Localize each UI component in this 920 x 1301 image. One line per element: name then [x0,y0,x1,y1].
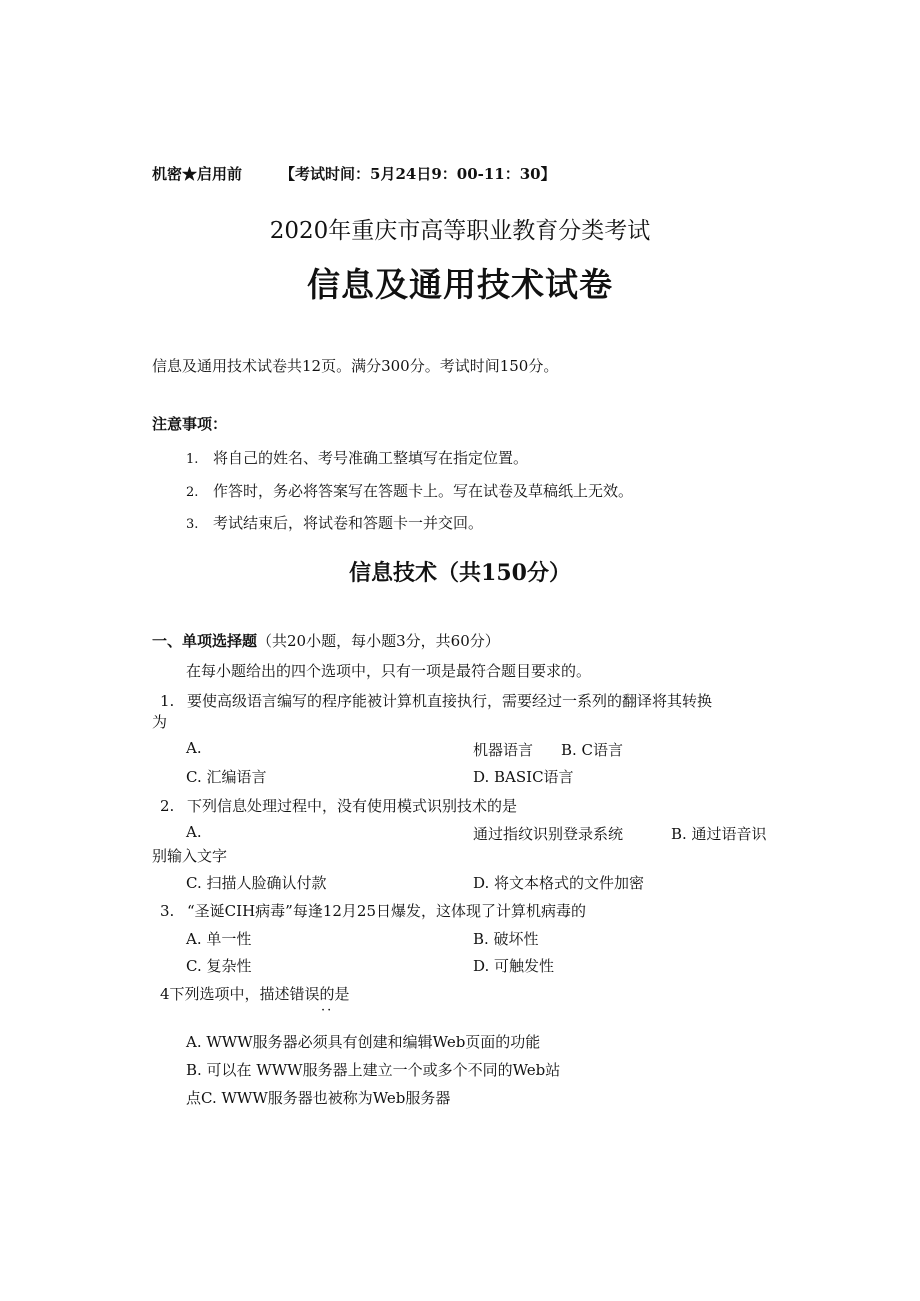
question-stem-text: “圣诞CIH病毒”每逢12月25日爆发，这体现了计算机病毒的 [187,902,586,920]
paper-intro: 信息及通用技术试卷共12页。满分300分。考试时间150分。 [152,357,559,375]
notice-item-number: 3. [186,517,199,532]
option-c: C. 汇编语言 [186,768,267,786]
question-stem-text: 下列信息处理过程中，没有使用模式识别技术的是 [187,797,518,815]
notice-item [186,512,483,533]
question-stem [160,795,517,816]
option-a: A. 单一性 [186,930,252,948]
paper-title: 信息及通用技术试卷 [307,265,613,304]
notice-item-text: 考试结束后，将试卷和答题卡一并交回。 [213,514,484,532]
option-a-label: A. [186,823,202,841]
confidential-label: 机密★启用前 [152,165,243,183]
question-stem-continuation: 为 [152,713,168,731]
part-detail: （共20小题，每小题3分，共60分） [257,632,500,650]
emphasis-marks: ·· [321,1003,334,1018]
option-d: D. 可触发性 [473,957,555,975]
notice-item-text: 将自己的姓名、考号准确工整填写在指定位置。 [213,449,529,467]
option-c: 点C. WWW服务器也被称为Web服务器 [186,1089,451,1107]
question-number: 1. [160,692,175,710]
notice-item [186,447,528,468]
exam-header [152,163,556,184]
question-stem-text: 要使高级语言编写的程序能被计算机直接执行，需要经过一系列的翻译将其转换 [187,692,713,710]
question-stem: 4下列选项中，描述错误的是 [160,985,350,1003]
option-d: D. BASIC语言 [473,768,574,786]
notice-item-number: 2. [186,485,199,500]
option-a: A. WWW服务器必须具有创建和编辑Web页面的功能 [186,1033,541,1051]
exam-title: 2020年重庆市高等职业教育分类考试 [269,218,651,244]
part-label: 一、单项选择题 [152,632,258,650]
option-a-text: 机器语言 [473,741,534,759]
option-a-label: A. [186,739,202,757]
option-a-text: 通过指纹识别登录系统 [473,825,624,843]
option-b: B. 可以在 WWW服务器上建立一个或多个不同的Web站 [186,1061,561,1079]
option-b: B. 破坏性 [473,930,539,948]
question-number: 3. [160,902,175,920]
option-c: C. 扫描人脸确认付款 [186,874,327,892]
section-title: 信息技术（共150分） [349,560,571,586]
part-heading [152,630,500,651]
notice-item-number: 1. [186,452,199,467]
notice-item [186,480,633,501]
question-stem [160,690,712,711]
notice-heading: 注意事项： [152,415,228,433]
notice-item-text: 作答时，务必将答案写在答题卡上。写在试卷及草稿纸上无效。 [213,482,634,500]
part-instruction: 在每小题给出的四个选项中，只有一项是最符合题目要求的。 [186,662,592,680]
option-b: B. C语言 [561,741,624,759]
option-d: D. 将文本格式的文件加密 [473,874,645,892]
question-stem [160,900,586,921]
exam-time: 【考试时间：5月24日9：00-11：30】 [280,165,556,183]
option-b: B. 通过语音识 [671,825,767,843]
option-c: C. 复杂性 [186,957,252,975]
question-number: 2. [160,797,175,815]
option-b-continuation: 别输入文字 [152,847,228,865]
